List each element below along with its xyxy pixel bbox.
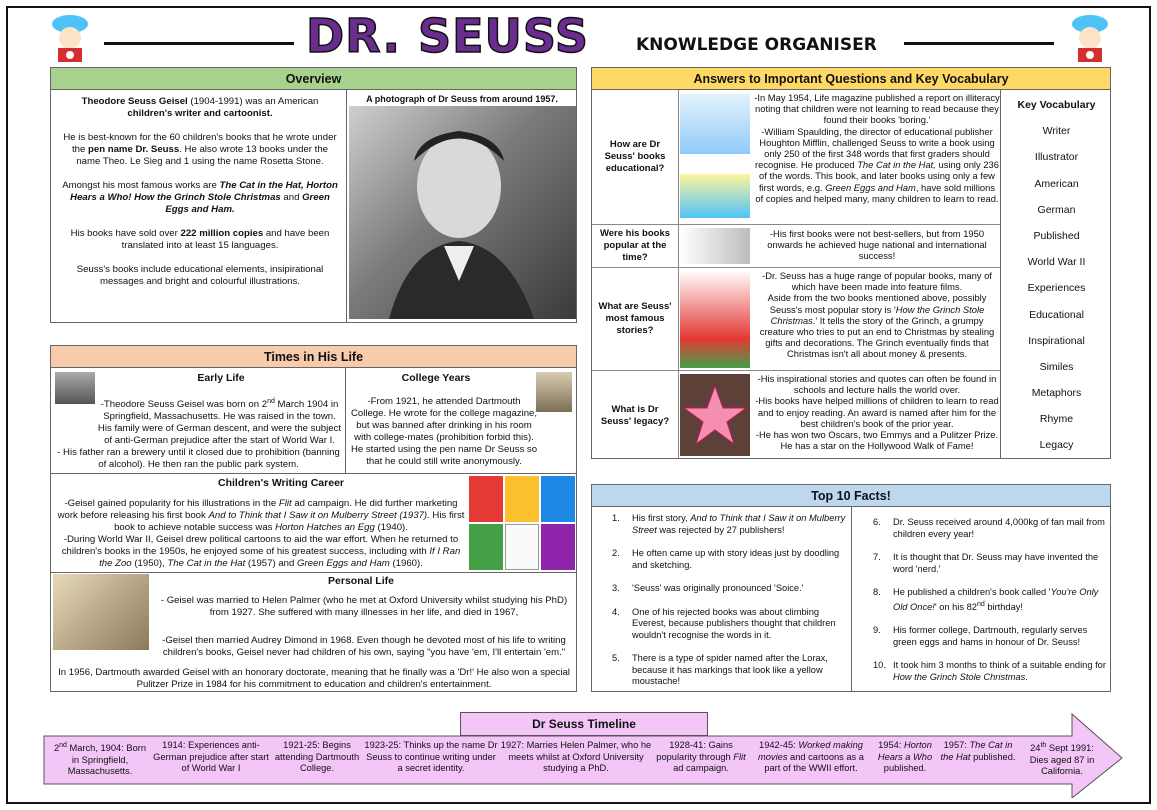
t1sup: nd [59, 742, 67, 749]
fact-4 [612, 607, 846, 642]
fact-8 [873, 587, 1107, 613]
times-header: Times in His Life [51, 346, 576, 368]
timeline-event-1904 [50, 740, 150, 778]
key-vocabulary [1001, 92, 1111, 459]
career-2d: The Cat in the Hat [167, 558, 246, 569]
question-famous-stories: What are Seuss' most famous stories? [598, 301, 672, 336]
overview-p3a: Amongst his most famous works are [62, 180, 220, 191]
facts-left-column [612, 513, 846, 692]
vocab-item: Inspirational [1028, 334, 1085, 347]
career-1f: Horton Hatches an Egg [275, 522, 375, 533]
thing-one-two-image [680, 174, 750, 218]
t7a: 1942-45: [759, 740, 799, 750]
answer-legacy-a: -His inspirational stories and quotes can often be found in schools and lecture halls the world over. [757, 373, 997, 396]
overview-intro-dates: (1904-1991) was an American [187, 96, 319, 107]
timeline-event-1954 [872, 740, 938, 775]
answers-header: Answers to Important Questions and Key Vocabulary [592, 68, 1110, 90]
a3c: How the Grinch Stole Christmas [770, 303, 985, 326]
grinch-book-image [680, 270, 750, 368]
career-1g: (1940). [374, 522, 408, 533]
early-life-sup: nd [267, 398, 275, 405]
t9a: 1957: [943, 740, 970, 750]
vocab-item: Educational [1029, 308, 1084, 321]
career-1b: Flit [278, 498, 292, 509]
college-title: College Years [401, 372, 471, 384]
book-covers-collage [469, 476, 575, 570]
vocab-item: American [1034, 177, 1079, 190]
career-2c: (1950), [131, 558, 168, 569]
personal-marriage-2: -Geisel then married Audrey Dimond in 1968. Even though he devoted most of his life to writing children's books, Geisel never had children of his own, saying "you have 'em, I'll entertain 'em." [162, 635, 566, 658]
overview-divider [346, 90, 347, 323]
geisel-name: Theodore Seuss Geisel [81, 96, 188, 107]
early-life-a: -Theodore Seuss Geisel was born on 2 [100, 399, 268, 411]
timeline-event-1927: 1927: Marries Helen Palmer, who he meets whilst at Oxford University studying a PhD. [500, 740, 652, 773]
personal-title: Personal Life [328, 575, 394, 587]
times-panel [50, 345, 577, 692]
dr-seuss-photo [349, 106, 576, 319]
question-legacy: What is Dr Seuss' legacy? [600, 403, 670, 427]
t6c: ad campaign. [673, 763, 729, 773]
fact-number: 5. [612, 653, 620, 663]
question-col-divider [678, 90, 679, 459]
college-text: -From 1921, he attended Dartmouth College. He wrote for the college magazine, but was banned after drinking in his room with college-mates (prohibition forbid this). He started using the pen name Dr Seuss so that he could still write anonymously. [350, 396, 538, 467]
answer-famous-b [754, 292, 1000, 359]
career-text [57, 498, 465, 570]
overview-text [59, 96, 341, 288]
facts-panel [591, 484, 1111, 692]
t7b: Worked making movies [758, 740, 863, 762]
early-life-b: March 1904 in Springfield, Massachusetts. He was raised in the town. His family were of German descent, and were the subject of anti-German prejudice after the start of World War I. [97, 399, 342, 447]
geisel-couple-photo [53, 574, 149, 650]
fact-text [893, 660, 1107, 683]
t6a: 1928-41: Gains popularity through [656, 740, 734, 762]
book-cover-5 [505, 524, 539, 570]
vocab-item: Legacy [1039, 439, 1074, 452]
timeline-event-1921: 1921-25: Begins attending Dartmouth College. [274, 740, 360, 773]
fact-text [893, 587, 1107, 613]
fact-text: His former college, Dartmouth, regularly serves green eggs and hams in honour of Dr. Seuss! [893, 625, 1088, 647]
timeline-event-1942 [750, 740, 872, 775]
overview-panel [50, 67, 577, 323]
t8a: 1954: [878, 740, 904, 750]
fact-5 [612, 653, 846, 688]
a3d: .' It tells the story of the Grinch, a grumpy creature who tries to put an end to Christmas by stealing gifts and decorations. The Grinch eventually finds that Christmas isn't all about money & presents. [759, 314, 995, 360]
overview-pen-name [59, 132, 341, 168]
early-life-title: Early Life [197, 372, 245, 384]
timeline-event-1928 [654, 740, 748, 775]
fact-text [632, 513, 846, 536]
fact-number: 8. [873, 587, 881, 597]
t8c: published. [883, 763, 927, 773]
fact-number: 6. [873, 517, 881, 527]
fact-text: 'Seuss' was originally pronounced 'Soice.' [632, 583, 804, 593]
overview-p4c: and have been translated into at least 15 languages. [121, 228, 330, 251]
career-1a: -Geisel gained popularity for his illustrations in the [64, 498, 279, 509]
vocab-title: Key Vocabulary [1017, 99, 1096, 111]
vocab-item: Similes [1039, 360, 1074, 373]
fact-text: One of his rejected books was about climbing Everest, because publishers thought that children wouldn't recognise the words in it. [632, 606, 836, 640]
overview-p2c: . He also wrote 13 books under the name Theo. Le Sieg and 1 using the name Rosetta Stone. [76, 144, 328, 167]
f1c: was rejected by 27 publishers! [656, 524, 785, 535]
fact-7 [873, 552, 1107, 575]
fact-number: 3. [612, 583, 620, 593]
fact-number: 9. [873, 625, 881, 636]
career-1e: His first book to achieve notable success was [114, 510, 465, 533]
overview-elements: Seuss's books include educational elements, insipirational messages and bright and colourful illustrations. [76, 264, 324, 287]
personal-section [51, 573, 577, 692]
book-cover-4 [469, 524, 503, 570]
t9b: The Cat in the Hat [940, 740, 1013, 762]
career-later [57, 534, 465, 570]
vocab-item: Metaphors [1031, 387, 1082, 400]
fact-number: 7. [873, 552, 881, 562]
book-cover-1 [469, 476, 503, 522]
fact-6 [873, 517, 1107, 540]
t1a: 2 [53, 743, 60, 754]
a1d: using only 236 of the words. This book, and later books using only a few first words, e.g. [758, 159, 999, 193]
f8d: birthday! [984, 601, 1023, 612]
photo-caption: A photograph of Dr Seuss from around 1957. [366, 94, 558, 104]
walk-of-fame-star-image [680, 374, 750, 456]
fact-number: 10. [873, 660, 886, 671]
facts-header: Top 10 Facts! [592, 485, 1110, 507]
answer-legacy-c: -He has won two Oscars, two Emmys and a Pulitzer Prize. He has a star on the Hollywood Walk of Fame! [755, 429, 999, 452]
seuss-drawing-image [680, 228, 750, 264]
f10c: . [1025, 671, 1028, 682]
famous-works-list: The Cat in the Hat, Horton Hears a Who! How the Grinch Stole Christmas [70, 180, 338, 203]
fact-number: 2. [612, 548, 620, 558]
fact-text: There is a type of spider named after the Lorax, because it has markings that look like a yellow moustache! [632, 653, 828, 686]
a1e: Green Eggs and Ham [825, 181, 916, 193]
answer-educational-b [754, 126, 1000, 204]
fact-10 [873, 660, 1107, 683]
f1a: His first story, [632, 513, 691, 523]
thing-right-illustration [1064, 14, 1116, 64]
career-2e: (1957) and [245, 558, 297, 569]
fact-text: Dr. Seuss received around 4,000kg of fan mail from children every year! [893, 517, 1105, 539]
overview-intro [59, 96, 341, 120]
a1c: The Cat in the Hat, [857, 159, 936, 171]
green-eggs-title: Green Eggs and Ham. [165, 192, 330, 215]
page-subtitle: KNOWLEDGE ORGANISER [636, 35, 877, 55]
t10sup: th [1040, 742, 1047, 749]
vocab-item: Rhyme [1039, 413, 1074, 426]
fact-1 [612, 513, 846, 536]
thing-left-illustration [44, 14, 96, 64]
timeline-event-1957 [938, 740, 1018, 763]
star-icon [680, 374, 750, 456]
question-educational: How are Dr Seuss' books educational? [604, 139, 666, 174]
cat-hat-book-image [680, 94, 750, 154]
fact-text: He often came up with story ideas just by doodling and sketching. [632, 548, 840, 570]
overview-famous-works [59, 180, 341, 216]
early-life-birth [55, 396, 342, 447]
overview-p3c: and [280, 192, 303, 203]
answer-educational [754, 92, 1000, 204]
vocab-item: Experiences [1027, 282, 1086, 295]
f8a: He published a children's book called ' [893, 587, 1051, 597]
personal-doctorate: In 1956, Dartmouth awarded Geisel with an honorary doctorate, meaning that he finally was a 'Dr!' He also won a special Pulitzer Prize in 1984 for his commitment to education and children's entertainment. [58, 667, 570, 690]
book-cover-2 [505, 476, 539, 522]
career-2f: Green Eggs and Ham [297, 558, 390, 569]
early-life-father: - His father ran a brewery until it closed due to prohibition (banning of alcohol). He then ran the public park system. [57, 447, 340, 471]
overview-sales [59, 228, 341, 252]
college-section [346, 368, 577, 473]
a1f: , have sold millions of copies and helped many, many children to learn to read. [755, 181, 999, 204]
book-cover-3 [541, 476, 575, 522]
overview-role: children's writer and cartoonist. [127, 108, 273, 119]
answer-famous-stories [754, 270, 1000, 360]
a1b: -William Spaulding, the director of educational publisher Houghton Mifflin, challenged Seuss to write a book using only 250 of the first 348 words that first graders should recognise. He produced [755, 125, 995, 171]
t10b: Sept 1991: Dies aged 87 in California. [1029, 743, 1095, 777]
title-rule-right [904, 42, 1054, 45]
title-rule-left [104, 42, 294, 45]
timeline-header: Dr Seuss Timeline [532, 717, 636, 731]
career-2a: -During World War II, Geisel drew political cartoons to aid the war effort. When he returned to children's books in the 1950s, he enjoyed some of his greatest success, including with [61, 534, 459, 557]
career-1c: ad campaign. He did further marketing work before releasing his first book [57, 498, 458, 521]
vocab-item: Writer [1042, 125, 1071, 138]
f1b: And to Think that I Saw it on Mulberry Street [632, 513, 846, 535]
career-2g: (1960). [389, 558, 423, 569]
a3b: Aside from the two books mentioned above, possibly Seuss's most popular story is ' [767, 292, 987, 315]
answers-panel [591, 67, 1111, 459]
vocab-item: Published [1033, 229, 1080, 242]
career-2b: If I Ran the Zoo [99, 546, 461, 569]
answer-educational-a: -In May 1954, Life magazine published a report on illiteracy noting that children were not learning to read because they found their books 'boring.' [754, 92, 1000, 126]
page-title: DR. SEUSS [306, 9, 590, 63]
t6b: Flit [733, 751, 746, 762]
fact-number: 1. [612, 513, 620, 523]
t1b: March, 1904: Born in Springfield, Massachusetts. [66, 743, 147, 777]
career-section [51, 474, 577, 572]
fact-text: It is thought that Dr. Seuss may have invented the word 'nerd.' [893, 552, 1099, 574]
fact-9 [873, 625, 1107, 648]
book-cover-6 [541, 524, 575, 570]
f8b: You're Only Old Once! [893, 587, 1099, 612]
vocab-item: Illustrator [1034, 151, 1079, 164]
timeline-event-1923: 1923-25: Thinks up the name Dr Seuss to continue writing under a secret identity. [364, 740, 498, 773]
fact-3 [612, 583, 846, 595]
f8c: ' on his 82 [934, 601, 977, 612]
t10a: 24 [1030, 743, 1041, 754]
early-life-section [51, 368, 344, 473]
overview-header: Overview [51, 68, 576, 90]
t7c: and cartoons as a part of the WWII effort. [764, 751, 864, 773]
career-1d: And to Think that I Saw it on Mulberry Street (1937). [208, 510, 430, 521]
fact-number: 4. [612, 606, 620, 617]
early-life-text [55, 396, 342, 471]
facts-right-column [873, 517, 1107, 692]
vocab-item: German [1037, 203, 1076, 216]
f10a: It took him 3 months to think of a suitable ending for [893, 660, 1106, 671]
fact-2 [612, 548, 846, 571]
overview-p2a: He is best-known for the 60 children's books that he wrote under the [63, 132, 337, 155]
career-early [57, 498, 465, 534]
vocab-item: World War II [1027, 256, 1086, 269]
facts-divider [851, 507, 852, 692]
answer-legacy [754, 373, 1000, 451]
f10b: How the Grinch Stole Christmas [893, 671, 1026, 682]
question-popular: Were his books popular at the time? [599, 228, 671, 263]
college-photo [536, 372, 572, 412]
t8b: Horton Hears a Who [877, 740, 933, 762]
answer-popular: -His first books were not best-sellers, but from 1950 onwards he achieved huge national and international success! [767, 228, 987, 262]
timeline-event-1991 [1020, 740, 1104, 778]
t9c: published. [970, 751, 1016, 762]
answer-famous-a: -Dr. Seuss has a huge range of popular books, many of which have been made into feature films. [762, 270, 992, 293]
timeline-event-1914: 1914: Experiences anti-German prejudice after start of World War I [153, 740, 269, 773]
career-title: Children's Writing Career [218, 477, 344, 489]
f8sup: nd [976, 600, 985, 608]
overview-p4a: His books have sold over [70, 228, 181, 239]
personal-marriage-1: - Geisel was married to Helen Palmer (who he met at Oxford University whilst studying his PhD) from 1927. She suffered with many illnesses in her life, and died in 1967, [160, 595, 568, 618]
answer-legacy-b: -His books have helped millions of children to learn to read and to enjoy reading. An award is named after him for the best children's book of the prior year. [755, 395, 999, 429]
pen-name: pen name Dr. Seuss [88, 144, 180, 155]
sales-figure: 222 million copies [180, 228, 264, 239]
